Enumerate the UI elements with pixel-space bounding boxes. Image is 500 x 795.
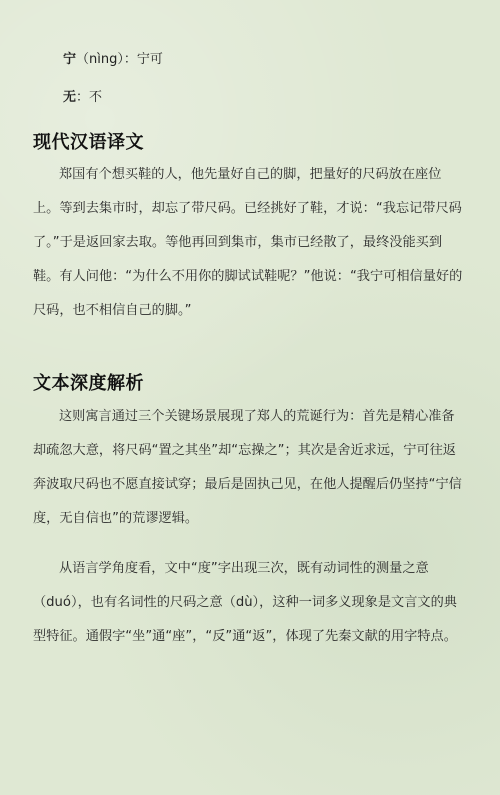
gloss-term: 宁 (63, 52, 77, 67)
gloss-ning (63, 48, 163, 67)
gloss-definition: （nìng）：宁可 (76, 52, 163, 67)
gloss-definition: ：不 (76, 90, 103, 105)
section-heading-analysis: 文本深度解析 (33, 373, 144, 394)
section-heading-translation: 现代汉语译文 (33, 132, 144, 153)
translation-paragraph: 郑国有个想买鞋的人，他先量好自己的脚，把量好的尺码放在座位上。等到去集市时，却忘了带尺码。已经挑好了鞋，才说：“我忘记带尺码了。”于是返回家去取。等他再回到集市，集市已经散了，最终没能买到鞋。有人问他：“为什么不用你的脚试试鞋呢？”他说：“我宁可相信量好的尺码，也不相信自己的脚。” (33, 167, 463, 318)
gloss-term: 无 (63, 90, 77, 105)
gloss-wu (63, 86, 102, 105)
analysis-paragraph-2: 从语言学角度看，文中“度”字出现三次，既有动词性的测量之意（duó），也有名词性的尺码之意（dù），这种一词多义现象是文言文的典型特征。通假字“坐”通“座”，“反”通“返”，体现了先秦文献的用字特点。 (33, 561, 457, 644)
analysis-paragraph-1: 这则寓言通过三个关键场景展现了郑人的荒诞行为：首先是精心准备却疏忽大意，将尺码“置之其坐”却“忘操之”；其次是舍近求远，宁可往返奔波取尺码也不愿直接试穿；最后是固执己见，在他人提醒后仍坚持“宁信度，无自信也”的荒谬逻辑。 (33, 409, 462, 526)
